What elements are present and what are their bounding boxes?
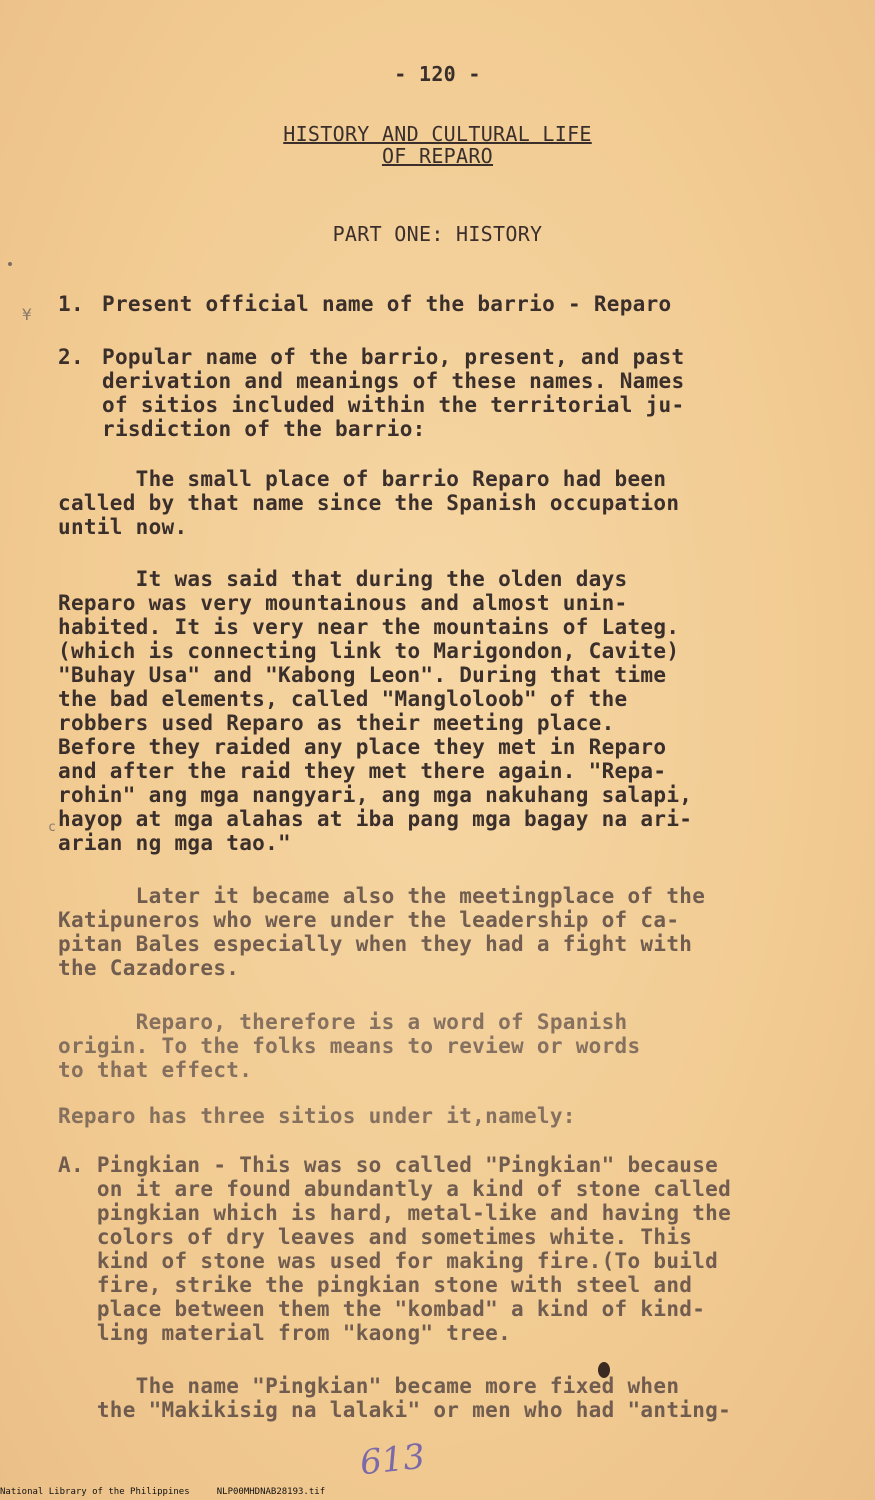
paragraph-4: Reparo, therefore is a word of Spanish origin. To the folks means to review or words to that effect.	[58, 1010, 641, 1082]
list-item-2-text: Popular name of the barrio, present, and past derivation and meanings of these names. Names of sitios included within the territorial ju- risdiction of the barrio:	[102, 345, 685, 441]
paragraph-3: Later it became also the meetingplace of the Katipuneros who were under the leadership of ca- pitan Bales especially when they had a fight with the Cazadores.	[58, 884, 706, 980]
list-item-2-number: 2.	[58, 345, 84, 369]
part-heading: PART ONE: HISTORY	[332, 222, 543, 246]
source-footer: National Library of the Philippines NLP00MHDNAB28193.tif	[0, 1487, 326, 1497]
margin-mark-c: c	[48, 820, 56, 835]
margin-mark: ¥	[22, 305, 32, 324]
margin-dot	[8, 262, 12, 266]
list-item-1-number: 1.	[58, 292, 84, 316]
list-item-1-text: Present official name of the barrio - Reparo	[102, 292, 672, 316]
handwritten-page-number: 613	[358, 1436, 427, 1484]
paragraph-5: The name "Pingkian" became more fixed when the "Makikisig na lalaki" or men who had "anting-	[96, 1374, 732, 1422]
paragraph-1: The small place of barrio Reparo had been called by that name since the Spanish occupation until now.	[58, 467, 680, 539]
page-number: - 120 -	[394, 62, 481, 86]
document-title-line2: OF REPARO	[381, 144, 494, 168]
sitios-intro: Reparo has three sitios under it,namely:	[58, 1104, 576, 1128]
document-title-line1: HISTORY AND CULTURAL LIFE	[283, 122, 592, 146]
sitio-a-paragraph: A. Pingkian - This was so called "Pingkian" because on it are found abundantly a kind of stone called pingkian which is hard, metal-like and having the colors of dry leaves and sometimes white. This kind of stone was used for making fire.(To build fire, strike the pingkian stone with steel and place between them the "kombad" a kind of kind- ling material from "kaong" tree.	[58, 1153, 732, 1345]
paragraph-2: It was said that during the olden days Reparo was very mountainous and almost unin- habited. It is very near the mountains of Lateg. (which is connecting link to Marigondon, Cavite) "Buhay Usa" and "Kabong Leon". During that time the bad elements, called "Mangloloob" of the robbers used Reparo as their meeting place. Before they raided any place they met in Reparo and after the raid they met there again. "Repa- rohin" ang mga nangyari, ang mga nakuhang salapi, hayop at mga alahas at iba pang mga bagay na ari- arian ng mga tao."	[58, 567, 693, 855]
